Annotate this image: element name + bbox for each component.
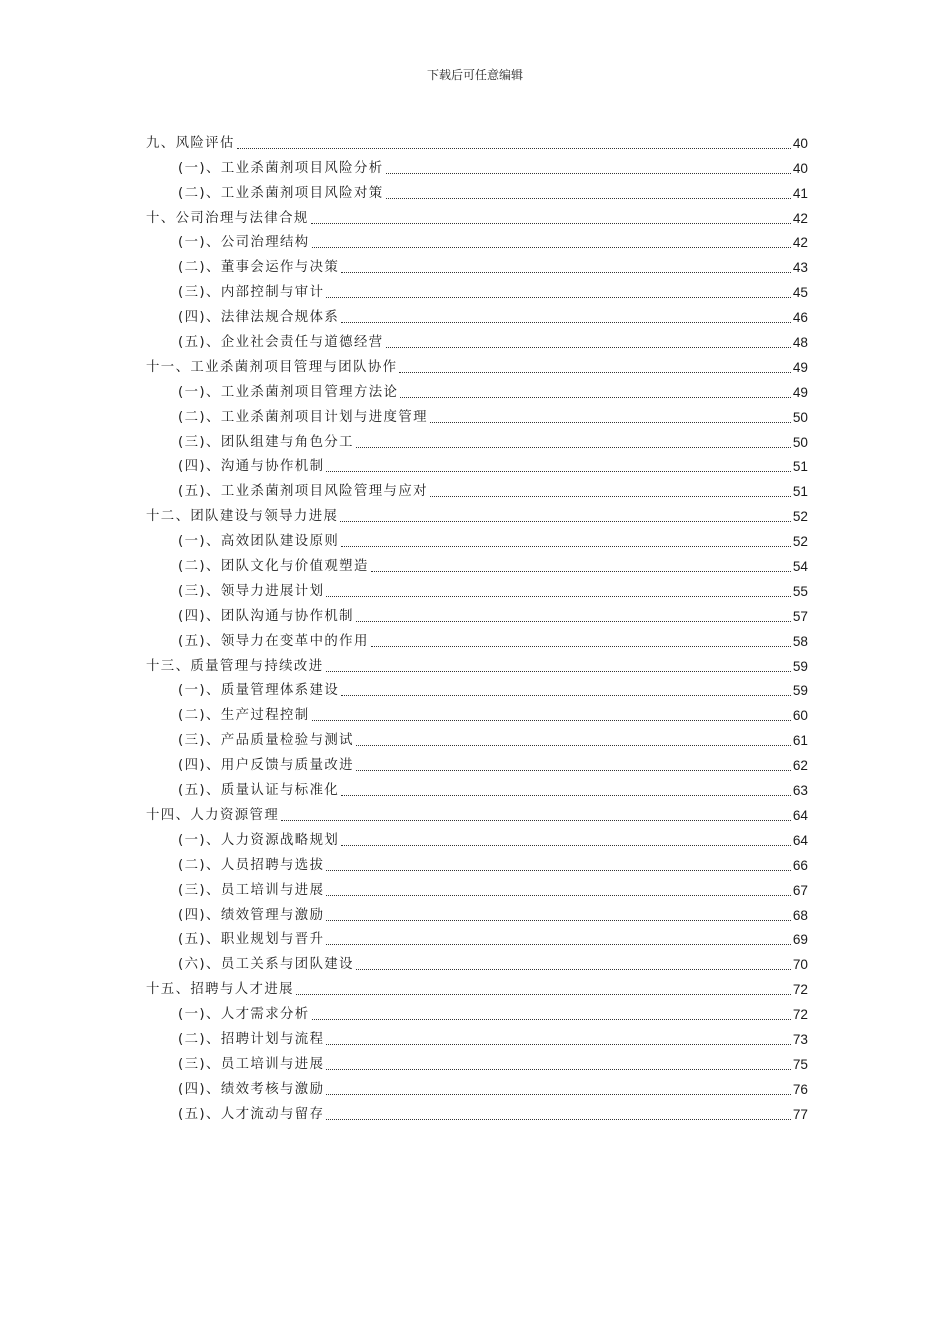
toc-entry-page-number: 62	[792, 758, 808, 774]
toc-dot-leader	[326, 920, 791, 921]
toc-entry-page-number: 40	[792, 135, 808, 151]
toc-entry-title: (三)、领导力进展计划	[178, 583, 325, 599]
toc-dot-leader	[326, 297, 791, 298]
toc-entry-title: (三)、员工培训与进展	[178, 882, 325, 898]
toc-entry-title: (二)、工业杀菌剂项目风险对策	[178, 185, 384, 201]
toc-entry-title: (一)、人力资源战略规划	[178, 832, 340, 848]
toc-section-entry[interactable]	[146, 925, 808, 950]
toc-dot-leader	[326, 1094, 791, 1095]
toc-entry-title: (四)、绩效考核与激励	[178, 1081, 325, 1097]
toc-entry-title: (二)、招聘计划与流程	[178, 1031, 325, 1047]
toc-section-entry[interactable]	[146, 228, 808, 253]
toc-chapter-entry[interactable]	[146, 352, 808, 377]
toc-entry-page-number: 73	[792, 1031, 808, 1047]
toc-section-entry[interactable]	[146, 252, 808, 277]
toc-section-entry[interactable]	[146, 949, 808, 974]
toc-entry-title: (五)、职业规划与晋升	[178, 932, 325, 948]
toc-entry-title: (一)、公司治理结构	[178, 235, 310, 251]
toc-section-entry[interactable]	[146, 452, 808, 477]
toc-entry-title: 十、公司治理与法律合规	[146, 210, 309, 226]
toc-dot-leader	[326, 1119, 791, 1120]
toc-entry-page-number: 42	[792, 210, 808, 226]
toc-entry-page-number: 48	[792, 335, 808, 351]
toc-entry-title: (四)、绩效管理与激励	[178, 907, 325, 923]
toc-dot-leader	[341, 272, 791, 273]
toc-section-entry[interactable]	[146, 626, 808, 651]
toc-dot-leader	[311, 223, 791, 224]
toc-entry-page-number: 50	[792, 434, 808, 450]
toc-entry-title: (二)、团队文化与价值观塑造	[178, 559, 369, 575]
toc-dot-leader	[341, 845, 791, 846]
toc-dot-leader	[341, 795, 791, 796]
toc-entry-page-number: 67	[792, 882, 808, 898]
toc-section-entry[interactable]	[146, 1024, 808, 1049]
toc-section-entry[interactable]	[146, 1049, 808, 1074]
toc-entry-title: 十三、质量管理与持续改进	[146, 658, 324, 674]
toc-entry-title: (一)、高效团队建设原则	[178, 534, 340, 550]
toc-entry-title: 十一、工业杀菌剂项目管理与团队协作	[146, 359, 398, 375]
toc-dot-leader	[237, 148, 791, 149]
toc-entry-page-number: 51	[792, 459, 808, 475]
toc-section-entry[interactable]	[146, 850, 808, 875]
toc-dot-leader	[312, 1019, 791, 1020]
toc-entry-page-number: 69	[792, 932, 808, 948]
toc-section-entry[interactable]	[146, 750, 808, 775]
toc-dot-leader	[326, 944, 791, 945]
toc-dot-leader	[326, 1044, 791, 1045]
toc-dot-leader	[326, 596, 791, 597]
toc-entry-title: (五)、质量认证与标准化	[178, 783, 340, 799]
toc-entry-title: (四)、用户反馈与质量改进	[178, 758, 354, 774]
toc-dot-leader	[326, 870, 791, 871]
toc-entry-page-number: 75	[792, 1056, 808, 1072]
toc-dot-leader	[399, 372, 790, 373]
toc-dot-leader	[356, 621, 791, 622]
toc-entry-page-number: 51	[792, 484, 808, 500]
toc-entry-page-number: 50	[792, 409, 808, 425]
toc-entry-title: (四)、沟通与协作机制	[178, 459, 325, 475]
toc-chapter-entry[interactable]	[146, 651, 808, 676]
toc-entry-title: (二)、董事会运作与决策	[178, 260, 340, 276]
toc-entry-title: (三)、内部控制与审计	[178, 285, 325, 301]
toc-dot-leader	[356, 770, 791, 771]
toc-dot-leader	[386, 198, 791, 199]
toc-dot-leader	[341, 546, 791, 547]
toc-entry-title: (一)、工业杀菌剂项目管理方法论	[178, 384, 399, 400]
toc-dot-leader	[340, 521, 791, 522]
toc-entry-title: (三)、产品质量检验与测试	[178, 733, 354, 749]
toc-section-entry[interactable]	[146, 601, 808, 626]
toc-entry-page-number: 42	[792, 235, 808, 251]
toc-section-entry[interactable]	[146, 427, 808, 452]
toc-dot-leader	[296, 994, 791, 995]
toc-entry-title: (六)、员工关系与团队建设	[178, 957, 354, 973]
toc-entry-title: 十二、团队建设与领导力进展	[146, 509, 339, 525]
toc-entry-title: (四)、法律法规合规体系	[178, 310, 340, 326]
toc-section-entry[interactable]	[146, 327, 808, 352]
toc-entry-page-number: 72	[792, 982, 808, 998]
toc-entry-page-number: 72	[792, 1007, 808, 1023]
toc-entry-title: (五)、企业社会责任与道德经营	[178, 335, 384, 351]
toc-chapter-entry[interactable]	[146, 974, 808, 999]
toc-dot-leader	[400, 397, 791, 398]
toc-entry-page-number: 59	[792, 683, 808, 699]
toc-chapter-entry[interactable]	[146, 203, 808, 228]
toc-section-entry[interactable]	[146, 476, 808, 501]
toc-dot-leader	[326, 671, 791, 672]
toc-entry-title: (四)、团队沟通与协作机制	[178, 608, 354, 624]
toc-entry-page-number: 45	[792, 285, 808, 301]
toc-entry-page-number: 64	[792, 807, 808, 823]
toc-entry-page-number: 61	[792, 733, 808, 749]
table-of-contents	[146, 128, 808, 1124]
toc-entry-title: 十五、招聘与人才进展	[146, 982, 294, 998]
toc-section-entry[interactable]	[146, 551, 808, 576]
toc-section-entry[interactable]	[146, 825, 808, 850]
toc-section-entry[interactable]	[146, 700, 808, 725]
toc-entry-title: (五)、工业杀菌剂项目风险管理与应对	[178, 484, 428, 500]
toc-dot-leader	[281, 820, 791, 821]
toc-section-entry[interactable]	[146, 576, 808, 601]
toc-entry-title: (五)、人才流动与留存	[178, 1106, 325, 1122]
toc-section-entry[interactable]	[146, 277, 808, 302]
toc-section-entry[interactable]	[146, 775, 808, 800]
toc-entry-page-number: 64	[792, 832, 808, 848]
toc-dot-leader	[430, 496, 791, 497]
toc-section-entry[interactable]	[146, 402, 808, 427]
toc-dot-leader	[430, 422, 791, 423]
toc-entry-page-number: 58	[792, 633, 808, 649]
toc-entry-page-number: 59	[792, 658, 808, 674]
toc-entry-page-number: 49	[792, 359, 808, 375]
toc-dot-leader	[371, 571, 791, 572]
toc-entry-page-number: 63	[792, 783, 808, 799]
toc-entry-title: (二)、工业杀菌剂项目计划与进度管理	[178, 409, 428, 425]
toc-section-entry[interactable]	[146, 526, 808, 551]
page-header-note: 下载后可任意编辑	[426, 68, 523, 82]
toc-entry-title: (一)、质量管理体系建设	[178, 683, 340, 699]
toc-entry-page-number: 52	[792, 509, 808, 525]
toc-section-entry[interactable]	[146, 377, 808, 402]
toc-entry-title: 十四、人力资源管理	[146, 807, 280, 823]
toc-section-entry[interactable]	[146, 900, 808, 925]
toc-dot-leader	[341, 695, 791, 696]
toc-entry-page-number: 46	[792, 310, 808, 326]
toc-section-entry[interactable]	[146, 999, 808, 1024]
toc-dot-leader	[356, 745, 791, 746]
toc-dot-leader	[386, 173, 791, 174]
toc-entry-page-number: 66	[792, 857, 808, 873]
toc-entry-page-number: 77	[792, 1106, 808, 1122]
toc-dot-leader	[326, 895, 791, 896]
toc-entry-page-number: 52	[792, 534, 808, 550]
toc-section-entry[interactable]	[146, 875, 808, 900]
toc-section-entry[interactable]	[146, 178, 808, 203]
toc-section-entry[interactable]	[146, 1099, 808, 1124]
toc-entry-title: (一)、工业杀菌剂项目风险分析	[178, 160, 384, 176]
toc-entry-page-number: 49	[792, 384, 808, 400]
toc-dot-leader	[341, 322, 791, 323]
toc-entry-page-number: 70	[792, 957, 808, 973]
toc-dot-leader	[326, 471, 791, 472]
toc-dot-leader	[326, 1069, 791, 1070]
toc-entry-page-number: 40	[792, 160, 808, 176]
toc-chapter-entry[interactable]	[146, 800, 808, 825]
toc-entry-page-number: 68	[792, 907, 808, 923]
toc-section-entry[interactable]	[146, 676, 808, 701]
toc-chapter-entry[interactable]	[146, 128, 808, 153]
toc-section-entry[interactable]	[146, 725, 808, 750]
toc-entry-page-number: 76	[792, 1081, 808, 1097]
toc-entry-title: 九、风险评估	[146, 135, 235, 151]
toc-dot-leader	[371, 646, 791, 647]
toc-entry-title: (三)、员工培训与进展	[178, 1056, 325, 1072]
toc-entry-title: (五)、领导力在变革中的作用	[178, 633, 369, 649]
toc-dot-leader	[356, 447, 791, 448]
toc-dot-leader	[312, 247, 791, 248]
toc-chapter-entry[interactable]	[146, 501, 808, 526]
toc-entry-page-number: 43	[792, 260, 808, 276]
toc-section-entry[interactable]	[146, 153, 808, 178]
toc-entry-page-number: 41	[792, 185, 808, 201]
toc-entry-page-number: 57	[792, 608, 808, 624]
toc-entry-title: (三)、团队组建与角色分工	[178, 434, 354, 450]
toc-entry-page-number: 60	[792, 708, 808, 724]
toc-dot-leader	[386, 347, 791, 348]
toc-dot-leader	[312, 720, 791, 721]
toc-entry-title: (二)、生产过程控制	[178, 708, 310, 724]
toc-dot-leader	[356, 969, 791, 970]
toc-entry-page-number: 55	[792, 583, 808, 599]
toc-entry-title: (一)、人才需求分析	[178, 1007, 310, 1023]
toc-entry-title: (二)、人员招聘与选拔	[178, 857, 325, 873]
toc-section-entry[interactable]	[146, 302, 808, 327]
toc-section-entry[interactable]	[146, 1074, 808, 1099]
toc-entry-page-number: 54	[792, 559, 808, 575]
